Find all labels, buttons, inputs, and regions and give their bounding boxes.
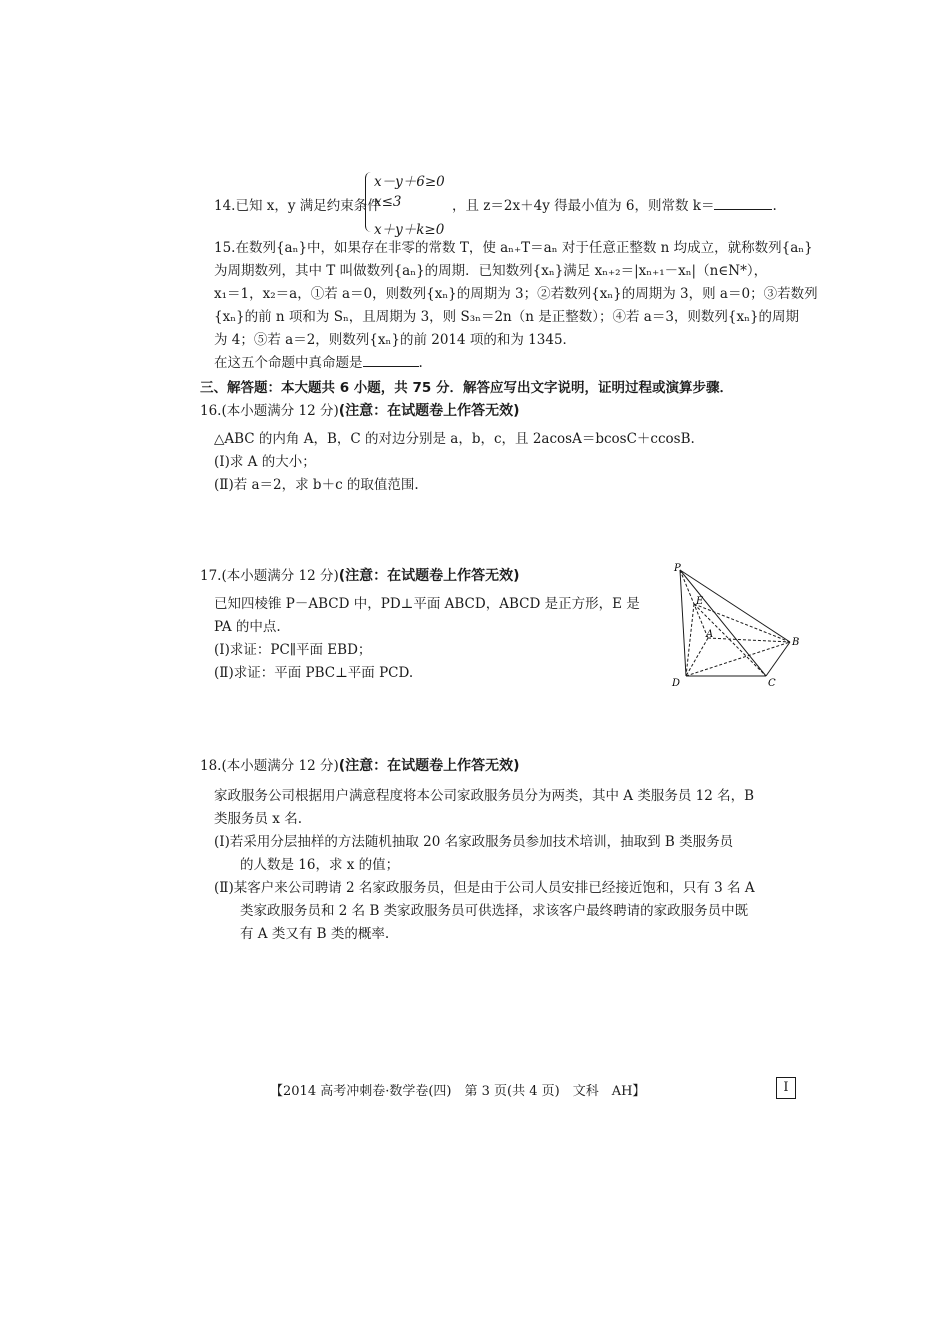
q15-line-3: x₁＝1，x₂＝a，①若 a＝0，则数列{xₙ}的周期为 3；②若数列{xₙ}的周期为 3，则 a＝0；③若数列	[214, 286, 818, 302]
q15-line-5: 为 4；⑤若 a＝2，则数列{xₙ}的前 2014 项的和为 1345．	[214, 332, 577, 348]
q15-line-2: 为周期数列，其中 T 叫做数列{aₙ}的周期．已知数列{xₙ}满足 xₙ₊₂＝|xₙ₊₁－xₙ|（n∈N*），	[214, 263, 768, 279]
q14-answer-blank	[714, 197, 772, 210]
q14-end: .	[772, 198, 777, 214]
q17-line-2: PA 的中点.	[214, 619, 281, 635]
label-d: D	[672, 678, 681, 689]
q18-line-5: (Ⅱ)某客户来公司聘请 2 名家政服务员，但是由于公司人员安排已经接近饱和，只有 3 名 A	[214, 880, 755, 896]
q18-line-4: 的人数是 16，求 x 的值；	[240, 857, 400, 873]
q15-line-4: {xₙ}的前 n 项和为 Sₙ，且周期为 3，则 S₃ₙ＝2n（n 是正整数）；④若 a＝3，则数列{xₙ}的周期	[214, 309, 800, 325]
edge-pd	[680, 570, 686, 676]
q15-line-6	[214, 352, 423, 374]
label-e: E	[696, 596, 704, 607]
q14-constraint-1: x－y＋6≥0	[374, 174, 445, 190]
q17-header	[200, 565, 520, 587]
q18-header	[200, 755, 520, 777]
paper-id-box: Ⅰ	[776, 1077, 796, 1099]
section-3-heading: 三、解答题：本大题共 6 小题，共 75 分．解答应写出文字说明，证明过程或演算步骤．	[200, 380, 733, 396]
q15-line-6-text: 在这五个命题中真命题是	[214, 355, 363, 371]
q18-head: 18.(本小题满分 12 分)	[200, 758, 339, 774]
q16-head: 16.(本小题满分 12 分)	[200, 403, 339, 419]
q16-line-3: (Ⅱ)若 a＝2，求 b＋c 的取值范围.	[214, 477, 419, 493]
q18-line-7: 有 A 类又有 B 类的概率.	[240, 926, 390, 942]
q14-suffix-text: ，且 z＝2x＋4y 得最小值为 6，则常数 k＝	[452, 198, 715, 214]
q17-line-4: (Ⅱ)求证：平面 PBC⊥平面 PCD.	[214, 665, 414, 681]
edge-pc	[680, 570, 766, 676]
q18-line-1: 家政服务公司根据用户满意程度将本公司家政服务员分为两类，其中 A 类服务员 12 名，B	[214, 788, 755, 804]
pyramid-figure	[668, 562, 808, 692]
q18-line-3: (Ⅰ)若采用分层抽样的方法随机抽取 20 名家政服务员参加技术培训，抽取到 B 类服务员	[214, 834, 734, 850]
q18-line-2: 类服务员 x 名.	[214, 811, 302, 827]
q14-constraint-3: x＋y＋k≥0	[374, 222, 445, 238]
edge-ab	[708, 638, 790, 642]
label-b: B	[792, 637, 800, 648]
q14-prefix: 14.已知 x，y 满足约束条件	[214, 198, 381, 214]
q14-constraint-2: x≤3	[374, 194, 402, 210]
label-c: C	[768, 678, 776, 689]
q15-line-6-end: .	[418, 355, 423, 371]
q18-line-6: 类家政服务员和 2 名 B 类家政服务员可供选择，求该客户最终聘请的家政服务员中既	[240, 903, 749, 919]
edge-cb	[766, 642, 790, 676]
edge-db	[686, 642, 790, 676]
label-a: A	[706, 629, 714, 640]
q16-line-2: (Ⅰ)求 A 的大小；	[214, 454, 316, 470]
q16-header	[200, 400, 520, 422]
label-p: P	[674, 563, 681, 574]
page-footer: 【2014 高考冲刺卷·数学卷(四) 第 3 页(共 4 页) 文科 AH】	[270, 1084, 646, 1099]
q18-notice: (注意：在试题卷上作答无效)	[338, 758, 520, 774]
q16-line-1: △ABC 的内角 A，B，C 的对边分别是 a，b，c，且 2acosA＝bcosC＋ccosB.	[214, 431, 695, 447]
q17-line-1: 已知四棱锥 P－ABCD 中，PD⊥平面 ABCD，ABCD 是正方形，E 是	[214, 596, 640, 612]
constraint-brace	[365, 172, 374, 232]
q17-head: 17.(本小题满分 12 分)	[200, 568, 339, 584]
q15-answer-blank	[363, 354, 419, 367]
q14-suffix	[452, 194, 777, 214]
q17-notice: (注意：在试题卷上作答无效)	[338, 568, 520, 584]
q16-notice: (注意：在试题卷上作答无效)	[338, 403, 520, 419]
q17-line-3: (Ⅰ)求证：PC∥平面 EBD；	[214, 642, 372, 658]
q15-line-1: 15.在数列{aₙ}中，如果存在非零的常数 T，使 aₙ₊T＝aₙ 对于任意正整数 n 均成立，就称数列{aₙ}	[214, 240, 813, 256]
edge-ad	[686, 638, 708, 676]
